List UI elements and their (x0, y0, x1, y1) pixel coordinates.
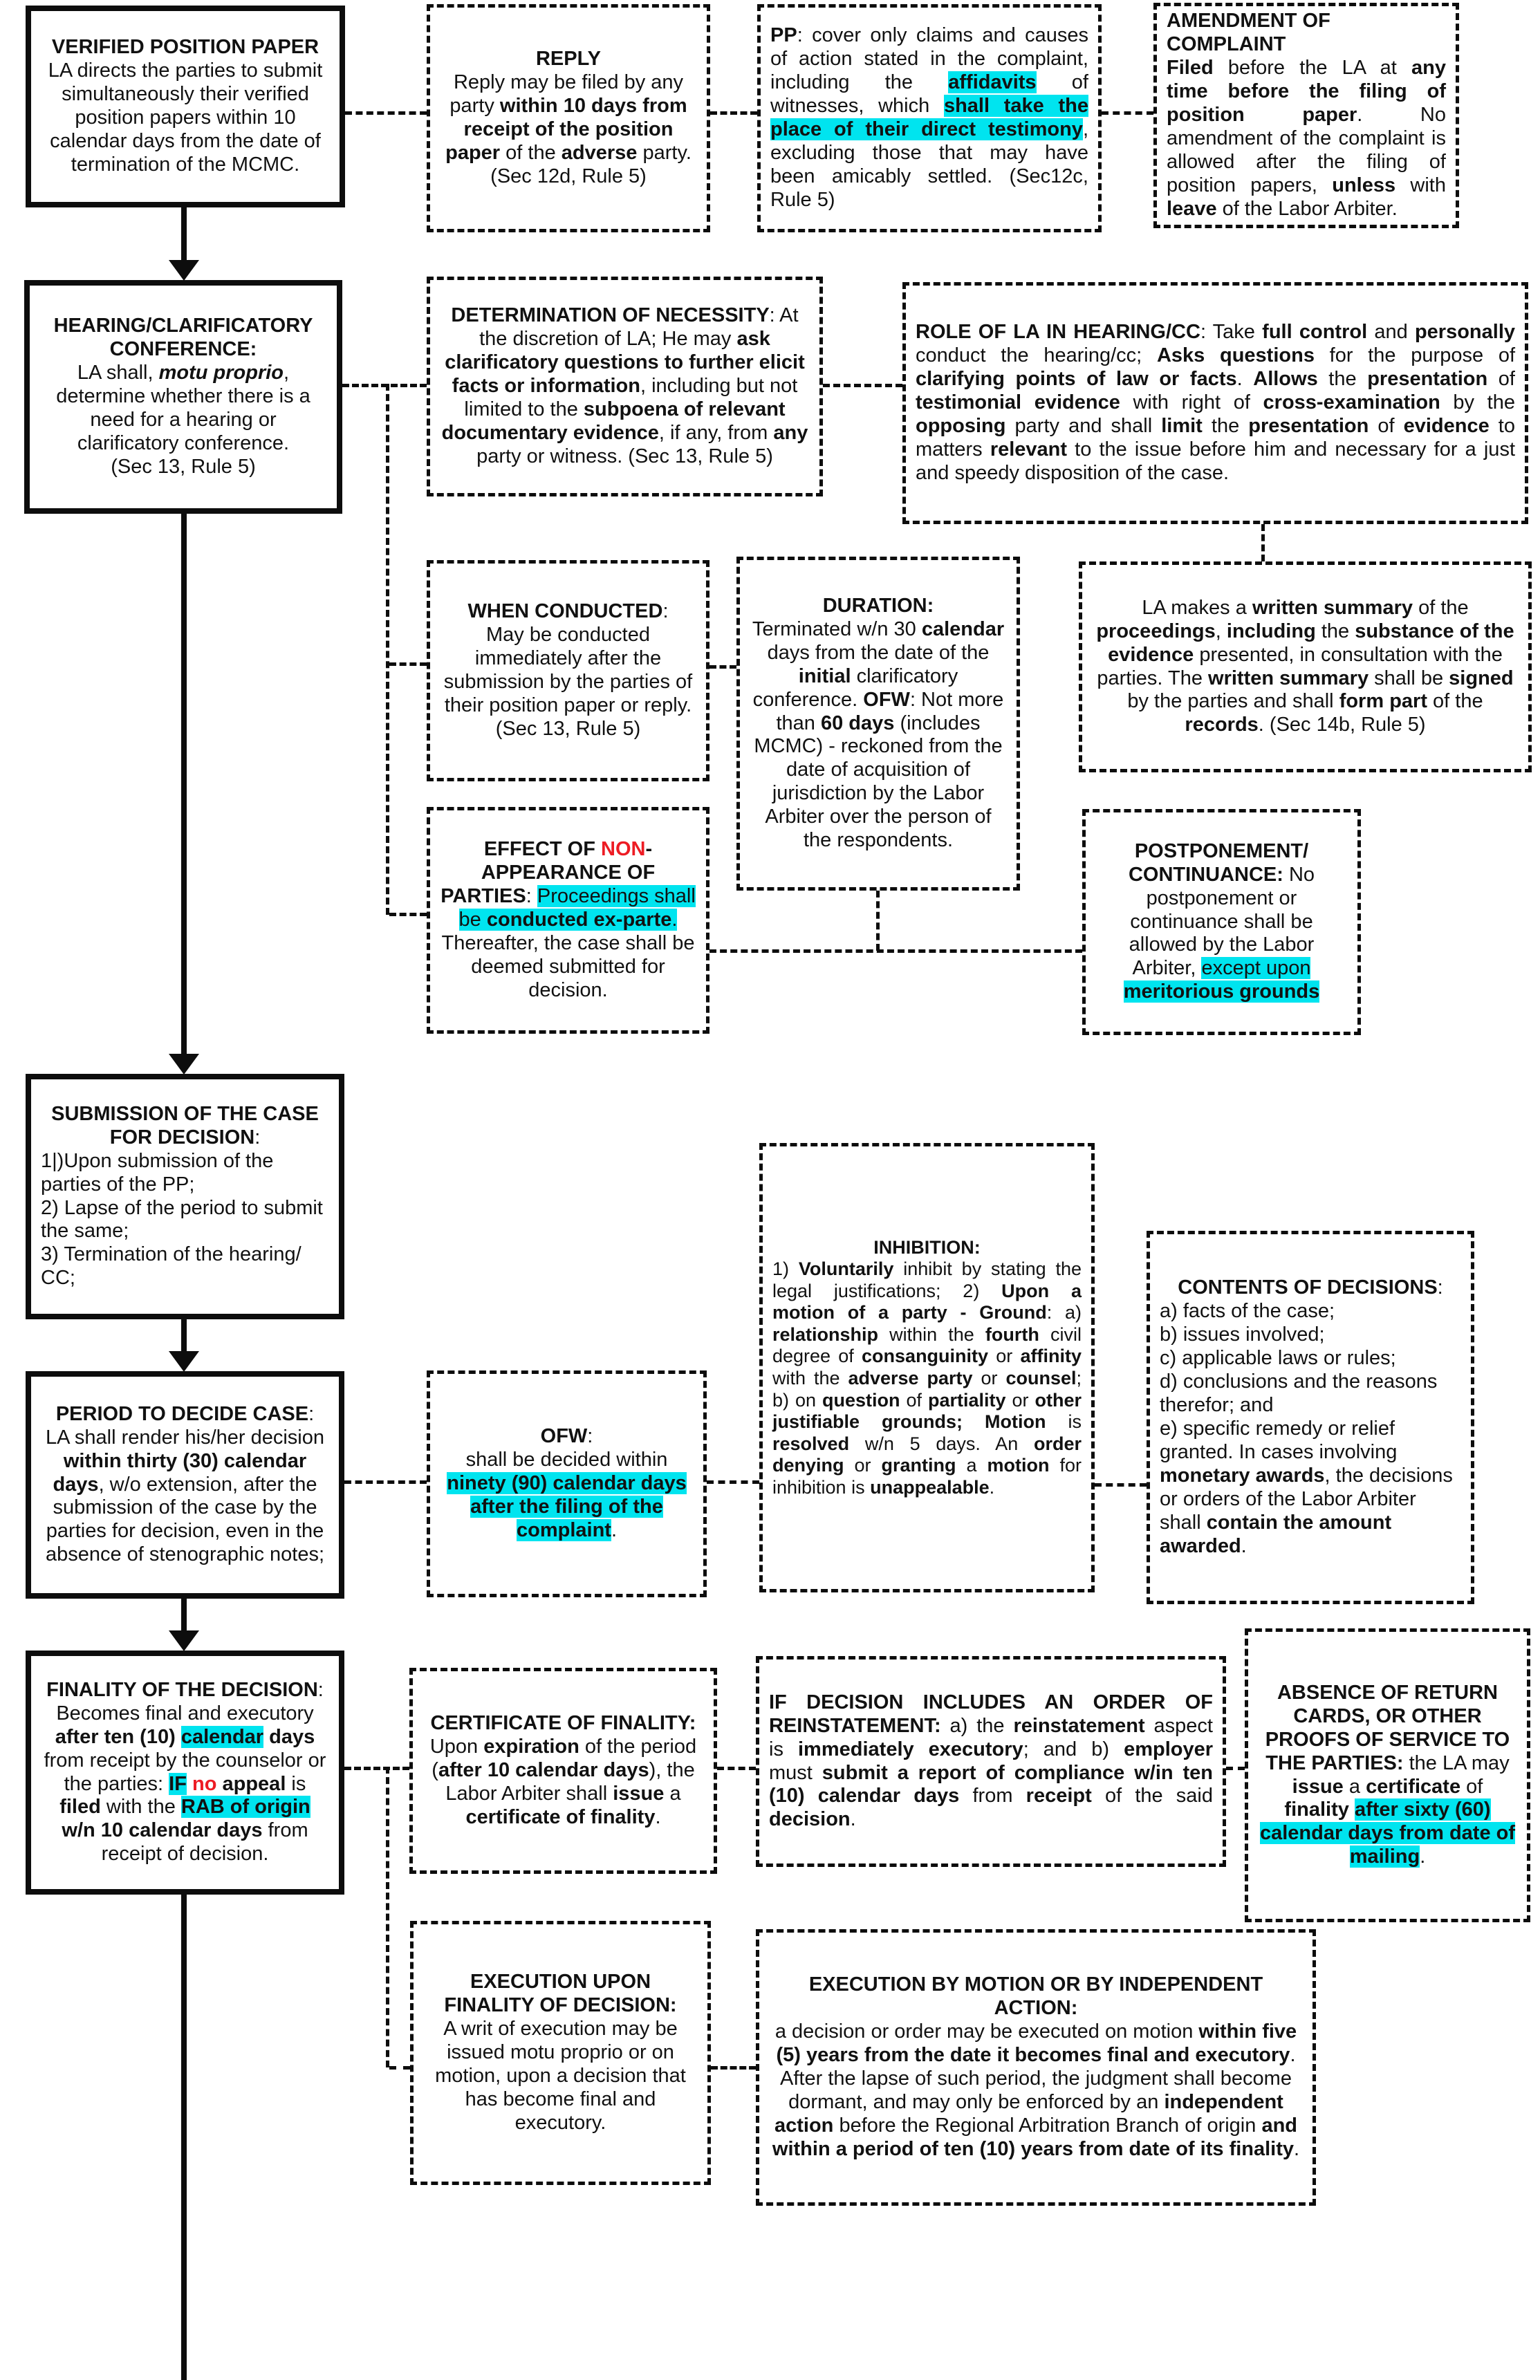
flow-line-period-to-finality (181, 1599, 187, 1631)
arrowhead-down-icon (169, 1630, 199, 1651)
box-reply: REPLY Reply may be filed by any party within 10 days from receipt of the position paper of the adverse party. (Sec 12d, Rule 5) (427, 4, 710, 232)
box-position-paper-scope: PP: cover only claims and causes of action stated in the complaint, including the affidavits of witnesses, which shall take the place of their direct testimony, excluding those that may have been amicably settled. (Sec12c, Rule 5) (757, 4, 1102, 232)
box-inhibition: INHIBITION: 1) Voluntarily inhibit by stating the legal justifications; 2) Upon a motion of a party - Ground: a) relationship within the fourth civil degree of consanguinity or affinity with the adverse party or counsel; b) on question of partiality or other justifiable grounds; Motion is resolved w/n 5 days. An order denying or granting a motion for inhibition is unappealable. (759, 1143, 1095, 1592)
box-duration: DURATION: Terminated w/n 30 calendar days from the date of the initial clarificatory conference. OFW: Not more than 60 days (includes MCMC) - reckoned from the date of acquisition of jurisdiction by the Labor Arbiter over the person of the respondents. (736, 557, 1020, 891)
connector-reinstatement-absence (1226, 1767, 1245, 1770)
box-reinstatement-order: IF DECISION INCLUDES AN ORDER OF REINSTATEMENT: a) the reinstatement aspect is immediately executory; and b) employer must submit a report of compliance w/in ten (10) calendar days from receipt of the said decision. (756, 1656, 1226, 1867)
box-postponement-continuance: POSTPONEMENT/​CONTINUANCE: No postponement or continuance shall be allowed by the Labor Arbiter, except upon meritorious grounds (1082, 809, 1361, 1035)
box-certificate-of-finality: CERTIFICATE OF FINALITY: Upon expiration of the period (after 10 calendar days), the Labor Arbiter shall issue a certificate of finality. (409, 1668, 717, 1874)
flow-line-hearing-to-submission (181, 514, 187, 1054)
box-verified-position-paper: VERIFIED POSITION PAPER LA directs the parties to submit simultaneously their verified position papers within 10 calendar days from the date of termination of the MCMC. (26, 6, 345, 207)
connector-execution-motion (711, 2066, 756, 2070)
box-absence-of-return-cards: ABSENCE OF RETURN CARDS, OR OTHER PROOFS OF SERVICE TO THE PARTIES: the LA may issue a certificate of finality after sixty (60) calendar days from date of mailing. (1245, 1628, 1530, 1922)
box-ofw: OFW: shall be decided within ninety (90) calendar days after the filing of the complaint. (427, 1370, 707, 1597)
box-effect-of-non-appearance: EFFECT OF NON-APPEARANCE OF PARTIES: Proceedings shall be conducted ex-parte. Thereafter, the case shall be deemed submitted for decision. (427, 807, 709, 1034)
box-determination-of-necessity: DETERMINATION OF NECESSITY: At the discretion of LA; He may ask clarificatory questions to further elicit facts or information, including but not limited to the subpoena of relevant documentary evidence, if any, from any party or witness. (Sec 13, Rule 5) (427, 277, 823, 496)
connector-ofw-inhibition (707, 1480, 759, 1484)
connector-effect-postponement (709, 949, 1082, 953)
arrowhead-down-icon (169, 1351, 199, 1372)
connector-pp-amendment (1102, 111, 1153, 115)
flow-line-a-to-hearing (181, 207, 187, 261)
connector-rail-effect (389, 913, 427, 916)
box-period-to-decide: PERIOD TO DECIDE CASE: LA shall render his/her decision within thirty (30) calendar days, w/o extension, after the submission of the case by the parties for decision, even in the absence of stenographic notes; (26, 1371, 344, 1599)
box-written-summary: LA makes a written summary of the proceedings, including the substance of the evidence presented, in consultation with the parties. The written summary shall be signed by the parties and shall form part of the records. (Sec 14b, Rule 5) (1079, 561, 1532, 772)
connector-whenconducted-duration (709, 665, 736, 669)
box-execution-by-motion: EXECUTION BY MOTION OR BY INDEPENDENT ACTION: a decision or order may be executed on motion within five (5) years from the date it becomes final and executory. After the lapse of such period, the judgment shall become dormant, and may only be enforced by an independent action before the Regional Arbitration Branch of origin and within a period of ten (10) years from date of its finality. (756, 1929, 1316, 2206)
box-contents-of-decisions: CONTENTS OF DECISIONS: a) facts of the case; b) issues involved; c) applicable laws or rules; d) conclusions and the reasons therefor; and e) specific remedy or relief granted. In cases involving monetary awards, the decisions or orders of the Labor Arbiter shall contain the amount awarded. (1147, 1231, 1474, 1604)
connector-determination-role (823, 384, 902, 387)
flow-line-finality-down (181, 1895, 187, 2380)
arrowhead-down-icon (169, 1054, 199, 1075)
connector-rail-execution (389, 2066, 410, 2070)
connector-certificate-reinstatement (717, 1767, 756, 1770)
connector-rail-whenconducted (389, 662, 427, 666)
box-finality-of-decision: FINALITY OF THE DECISION: Becomes final and executory after ten (10) calendar days from receipt by the counselor or the parties: IF no appeal is filed with the RAB of origin w/n 10 calendar days from receipt of decision. (26, 1651, 344, 1895)
box-execution-upon-finality: EXECUTION UPON FINALITY OF DECISION: A writ of execution may be issued motu proprio or on motion, upon a decision that has become final and executory. (410, 1921, 711, 2185)
connector-finality-certificate (344, 1767, 409, 1770)
connector-hearing-determination (342, 384, 427, 387)
connector-reply-pp (710, 111, 757, 115)
connector-rail-left-bottom (386, 1767, 389, 2067)
box-role-of-la: ROLE OF LA IN HEARING/CC: Take full control and personally conduct the hearing/cc; Asks questions for the purpose of clarifying points of law or facts. Allows the presentation of testimonial evidence with right of cross-examination by the opposing party and shall limit the presentation of evidence to matters relevant to the issue before him and necessary for a just and speedy disposition of the case. (902, 282, 1528, 524)
connector-role-summary (1261, 524, 1265, 561)
box-when-conducted: WHEN CONDUCTED: May be conducted immediately after the submission by the parties of their position paper or reply. (Sec 13, Rule 5) (427, 560, 709, 781)
connector-duration-down (876, 891, 880, 951)
box-amendment-of-complaint: AMENDMENT OF COMPLAINT Filed before the LA at any time before the filing of position paper. No amendment of the complaint is allowed after the filing of position papers, unless with leave of the Labor Arbiter. (1153, 3, 1459, 228)
box-submission-for-decision: SUBMISSION OF THE CASE FOR DECISION: 1|)Upon submission of the parties of the PP; 2) Lapse of the period to submit the same; 3) Termination of the hearing/ CC; (26, 1074, 344, 1319)
flow-line-submission-to-period (181, 1319, 187, 1352)
connector-rail-left (386, 384, 389, 915)
connector-period-ofw (344, 1480, 427, 1484)
box-hearing-clarificatory-conference: HEARING/CLARIFICATORY CONFERENCE: LA shall, motu proprio, determine whether there is a need for a hearing or clarificatory conference. (Sec 13, Rule 5) (24, 280, 342, 514)
connector-vpp-reply (345, 111, 427, 115)
arrowhead-down-icon (169, 260, 199, 281)
connector-inhibition-contents (1095, 1483, 1147, 1487)
